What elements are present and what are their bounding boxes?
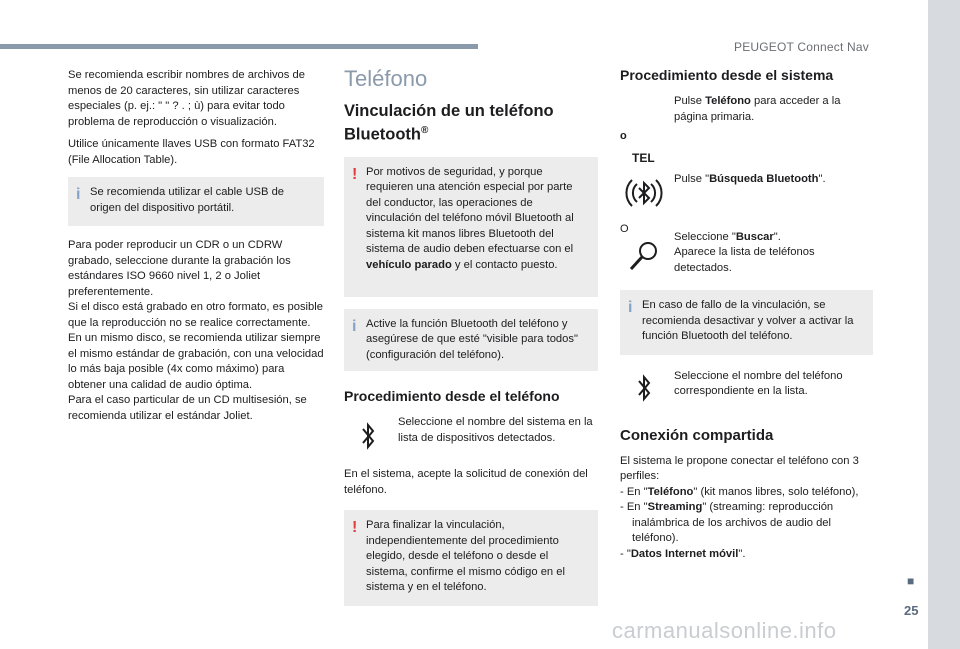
warning-icon: ! [352, 519, 358, 536]
shared-connection-heading: Conexión compartida [620, 426, 774, 444]
list-item-pre: - " [620, 547, 631, 560]
warning-text-post: y el contacto puesto. [451, 258, 558, 271]
warning-note-safety [344, 157, 598, 297]
step-text-post: ". [818, 173, 826, 185]
info-icon: i [352, 317, 357, 335]
cd-instructions [68, 238, 324, 424]
page-marker: ■ [907, 574, 915, 588]
step-search [620, 230, 873, 277]
info-note-text: Active la función Bluetooth del teléfono y asegúrese de que esté "visible para todos" (configuración del teléfono). [366, 317, 578, 361]
warning-note-code [344, 510, 598, 606]
or-separator: o [620, 130, 627, 142]
column-3 [620, 66, 873, 562]
list-item-bold: Teléfono [647, 485, 694, 498]
info-note-pairing-failure [620, 290, 873, 355]
pairing-heading-line2: Bluetooth [344, 125, 421, 144]
info-icon: i [76, 186, 81, 203]
side-tab [928, 0, 960, 649]
list-item-pre: - En " [620, 501, 648, 513]
list-item-bold: Datos Internet móvil [630, 547, 739, 560]
column-2 [344, 66, 598, 606]
pairing-heading-line1: Vinculación de un teléfono [344, 102, 554, 120]
list-item-bold: Streaming [647, 501, 703, 513]
step-press-telefono [620, 94, 873, 125]
header-rule [0, 44, 478, 49]
info-icon: i [628, 299, 633, 316]
step-text-bold: Buscar [735, 230, 774, 243]
bluetooth-icon [620, 369, 668, 403]
pairing-heading [344, 101, 598, 145]
bluetooth-search-icon [620, 172, 668, 214]
step-text-post: para acceder a la página primaria. [674, 95, 841, 123]
list-item [620, 500, 873, 547]
warning-icon: ! [352, 165, 358, 183]
list-item-pre: - En " [620, 485, 648, 498]
info-note-text: En caso de fallo de la vinculación, se recomienda desactivar y volver a activar la función Bluetooth del teléfono. [642, 299, 854, 342]
cd-line-3: En un mismo disco, se recomienda utilizar siempre el mismo estándar de grabación, con una velocidad lo más baja posible (4x como máximo) para obtener una calidad de audio óptima. [68, 332, 324, 391]
info-note-usb-cable [68, 177, 324, 226]
step-select-system-text: Seleccione el nombre del sistema en la lista de dispositivos detectados. [398, 416, 593, 444]
paragraph-profiles-intro: El sistema le propone conectar el teléfono con 3 perfiles: [620, 454, 859, 482]
step-text-line2: Aparece la lista de teléfonos detectados. [674, 246, 815, 274]
profiles-list [620, 485, 873, 563]
step-select-phone-text: Seleccione el nombre del teléfono correspondiente en la lista. [674, 369, 843, 397]
paragraph-filenames: Se recomienda escribir nombres de archivos de menos de 20 caracteres, sin utilizar caracteres especiales (p. ej.: " " ? . ; ù) para evitar todo problema de reproducción o visualización. [68, 69, 305, 128]
step-select-system [344, 415, 598, 451]
step-bluetooth-search [620, 172, 873, 214]
system-procedure-heading: Procedimiento desde el sistema [620, 67, 834, 83]
registered-mark: ® [420, 125, 429, 136]
step-text-pre: Pulse " [674, 173, 710, 185]
tel-button-label: TEL [632, 150, 655, 165]
list-item [620, 485, 873, 501]
info-note-bluetooth-visible [344, 309, 598, 372]
paragraph-usb-format: Utilice únicamente llaves USB con formato FAT32 (File Allocation Table). [68, 138, 315, 166]
watermark: carmanualsonline.info [612, 618, 837, 643]
manual-title: PEUGEOT Connect Nav [734, 40, 869, 54]
step-select-phone [620, 369, 873, 403]
column-1 [68, 68, 324, 424]
bluetooth-icon [344, 415, 392, 451]
cd-line-2: Si el disco está grabado en otro formato, es posible que la reproducción no se realice correctamente. [68, 301, 323, 329]
list-item-post: " (kit manos libres, solo teléfono), [693, 485, 859, 498]
list-item [620, 547, 873, 563]
warning-text-bold: vehículo parado [366, 258, 452, 271]
paragraph-accept-request: En el sistema, acepte la solicitud de conexión del teléfono. [344, 468, 588, 496]
step-text-bold: Teléfono [705, 95, 751, 107]
search-icon [620, 230, 668, 272]
or-separator: O [620, 223, 629, 235]
list-item-post: ". [738, 547, 746, 560]
step-text-bold: Búsqueda Bluetooth [709, 173, 819, 185]
page-number: 25 [904, 603, 919, 618]
warning-note-text: Para finalizar la vinculación, independientemente del procedimiento elegido, desde el teléfono o desde el sistema, confirme el mismo código en el sistema y en el teléfono. [366, 519, 565, 593]
warning-text-pre: Por motivos de seguridad, y porque requieren una atención especial por parte del conductor, las operaciones de vinculación del teléfono móvil Bluetooth al sistema kit manos libres Bluetooth del sistema de audio deben efectuarse con el [366, 165, 574, 255]
step-text-post: ". [773, 230, 781, 243]
cd-line-1: Para poder reproducir un CDR o un CDRW grabado, seleccione durante la grabación los estándares ISO 9660 nivel 1, 2 o Joliet preferentemente. [68, 239, 291, 298]
cd-line-4: Para el caso particular de un CD multisesión, se recomienda utilizar el estándar Joliet. [68, 394, 307, 422]
info-note-text: Se recomienda utilizar el cable USB de origen del dispositivo portátil. [90, 186, 285, 214]
section-title: Teléfono [344, 66, 428, 91]
list-item-post: " (streaming: reproducción inalámbrica de los archivos de audio del teléfono). [632, 501, 834, 544]
step-text-pre: Pulse [674, 95, 706, 107]
phone-procedure-heading: Procedimiento desde el teléfono [344, 388, 560, 404]
step-text-pre: Seleccione " [674, 230, 736, 243]
